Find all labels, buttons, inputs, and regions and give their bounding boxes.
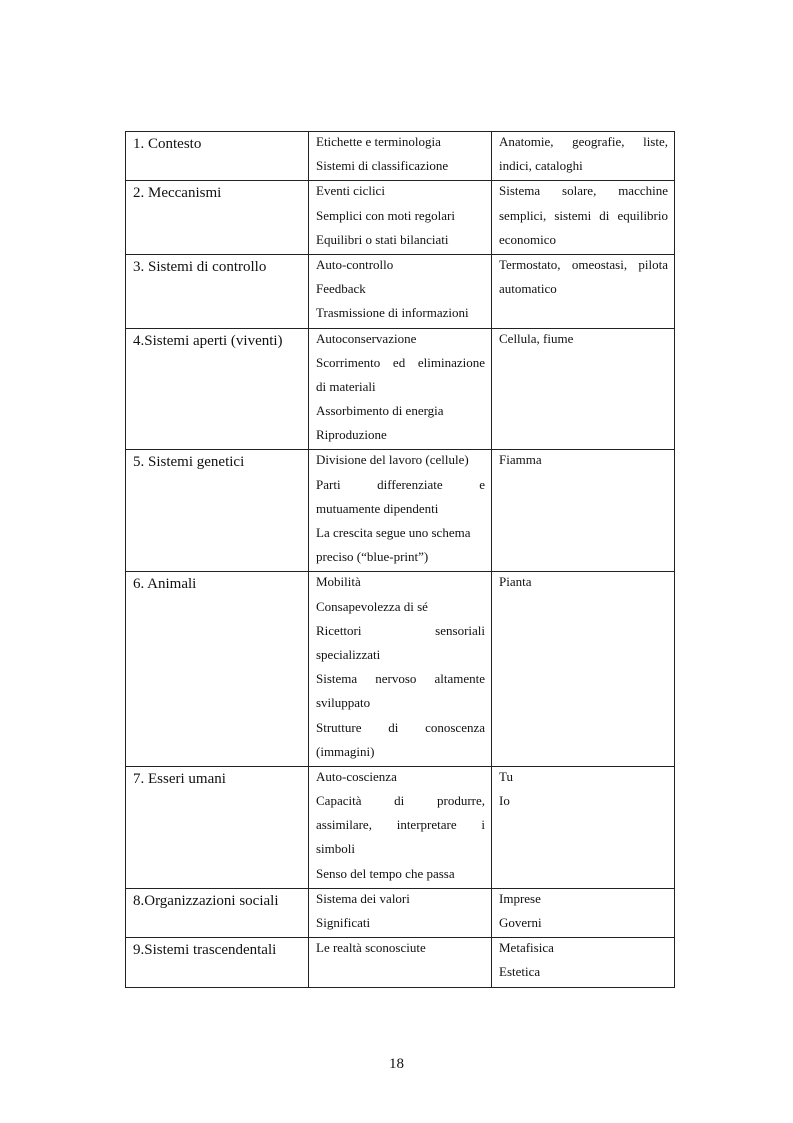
examples-cell [492, 938, 675, 987]
examples-cell [492, 450, 675, 572]
characteristic-line: La crescita segue uno schema [316, 525, 471, 540]
characteristic-line: Trasmissione di informazioni [316, 305, 469, 321]
characteristics-cell [309, 766, 492, 888]
examples-cell [492, 132, 675, 181]
characteristics-cell [309, 328, 492, 450]
characteristic-line: simboli [316, 841, 356, 857]
characteristic-line: Parti differenziate e [316, 476, 485, 492]
characteristic-line: Significati [316, 915, 371, 930]
characteristic-line: Sistemi di classificazione [316, 158, 449, 174]
level-label: 2. Meccanismi [133, 185, 222, 202]
characteristics-cell [309, 181, 492, 255]
table-row [126, 328, 675, 450]
example-line: Fiamma [499, 452, 542, 468]
level-label: 9.Sistemi trascendentali [133, 942, 277, 959]
characteristic-line: Sistema dei valori [316, 890, 410, 906]
characteristic-line: Ricettori sensoriali [316, 622, 485, 638]
characteristic-line: (immagini) [316, 743, 375, 759]
examples-cell [492, 888, 675, 937]
example-line: indici, cataloghi [499, 158, 583, 174]
example-line: automatico [499, 281, 557, 297]
examples-cell [492, 572, 675, 767]
characteristic-line: Senso del tempo che passa [316, 865, 455, 881]
level-cell [126, 572, 309, 767]
examples-cell [492, 181, 675, 255]
table-row [126, 181, 675, 255]
example-line: economico [499, 231, 557, 247]
characteristic-line: mutuamente dipendenti [316, 500, 439, 516]
table-row [126, 132, 675, 181]
example-line: Metafisica [499, 940, 554, 956]
level-label: 8.Organizzazioni sociali [133, 892, 279, 909]
example-line: Estetica [499, 964, 541, 980]
table-row [126, 938, 675, 987]
characteristic-line: Scorrimento ed eliminazione [316, 354, 485, 370]
characteristic-line: Consapevolezza di sé [316, 598, 428, 614]
level-cell [126, 888, 309, 937]
table-row [126, 766, 675, 888]
level-cell [126, 254, 309, 328]
characteristic-line: assimilare, interpretare i [316, 817, 485, 833]
characteristics-cell [309, 254, 492, 328]
example-line: Pianta [499, 574, 532, 590]
level-cell [126, 328, 309, 450]
characteristic-line: Auto-coscienza [316, 768, 397, 784]
level-label: 7. Esseri umani [133, 770, 226, 787]
characteristic-line: Strutture di conoscenza [316, 719, 485, 735]
level-cell [126, 132, 309, 181]
examples-cell [492, 328, 675, 450]
characteristic-line: Divisione del lavoro (cellule) [316, 452, 469, 468]
table-body [126, 132, 675, 988]
examples-cell [492, 254, 675, 328]
table-row [126, 888, 675, 937]
example-line: Imprese [499, 890, 541, 906]
characteristic-line: Auto-controllo [316, 256, 394, 272]
characteristic-line: Eventi ciclici [316, 183, 385, 199]
level-label: 5. Sistemi genetici [133, 454, 245, 471]
example-line: Sistema solare, macchine [499, 183, 668, 199]
characteristic-line: di materiali [316, 378, 376, 394]
characteristic-line: Riproduzione [316, 427, 387, 443]
characteristic-line: Semplici con moti regolari [316, 207, 455, 223]
characteristics-cell [309, 888, 492, 937]
characteristic-line: Feedback [316, 281, 366, 297]
examples-cell [492, 766, 675, 888]
example-line: Cellula, fiume [499, 330, 574, 346]
characteristic-line: Autoconservazione [316, 330, 417, 346]
characteristic-line: Etichette e terminologia [316, 134, 441, 149]
levels-table [125, 131, 675, 988]
characteristics-cell [309, 132, 492, 181]
example-line: Anatomie, geografie, liste, [499, 134, 668, 149]
table-row [126, 254, 675, 328]
characteristics-cell [309, 938, 492, 987]
characteristics-cell [309, 572, 492, 767]
level-cell [126, 450, 309, 572]
characteristics-cell [309, 450, 492, 572]
example-line: Tu [499, 768, 513, 784]
level-label: 4.Sistemi aperti (viventi) [133, 332, 283, 349]
characteristic-line: specializzati [316, 646, 381, 662]
level-label: 3. Sistemi di controllo [133, 258, 267, 275]
characteristic-line: sviluppato [316, 695, 371, 711]
level-cell [126, 181, 309, 255]
example-line: semplici, sistemi di equilibrio [499, 207, 668, 223]
example-line: Io [499, 793, 510, 809]
characteristic-line: Capacità di produrre, [316, 793, 485, 809]
table-row [126, 572, 675, 767]
example-line: Termostato, omeostasi, pilota [499, 256, 668, 272]
characteristic-line: Le realtà sconosciute [316, 940, 426, 956]
characteristic-line: Mobilità [316, 574, 361, 590]
level-cell [126, 766, 309, 888]
table-row [126, 450, 675, 572]
page-number: 18 [389, 1056, 404, 1072]
example-line: Governi [499, 915, 542, 930]
characteristic-line: Assorbimento di energia [316, 403, 444, 419]
characteristic-line: preciso (“blue-print”) [316, 549, 429, 565]
characteristic-line: Sistema nervoso altamente [316, 671, 485, 687]
characteristic-line: Equilibri o stati bilanciati [316, 231, 449, 247]
level-cell [126, 938, 309, 987]
level-label: 6. Animali [133, 576, 197, 593]
level-label: 1. Contesto [133, 136, 202, 152]
